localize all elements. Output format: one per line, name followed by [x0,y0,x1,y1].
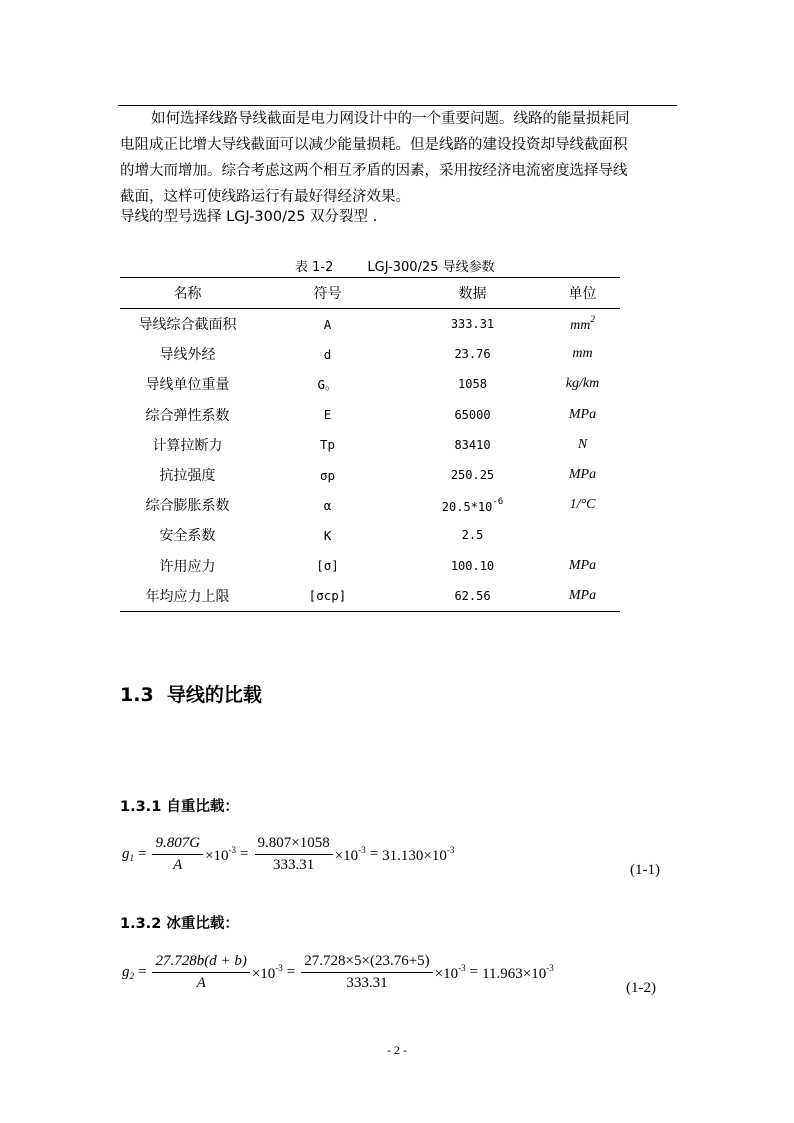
table-caption-title: LGJ-300/25 导线参数 [367,260,495,275]
table-caption-label: 表 1-2 [295,260,334,275]
cell-value: 1058 [458,377,487,392]
intro-line: 的增大而增加。综合考虑这两个相互矛盾的因素，采用按经济电流密度选择导线 [120,163,628,179]
cell-symbol: A [323,316,332,332]
table-row [120,520,620,550]
table-row [120,400,620,430]
cell-value: 250.25 [450,468,495,483]
cell-symbol: [σ] [316,558,339,574]
cell-value: 65000 [454,407,491,422]
cell-name: 抗拉强度 [159,468,216,485]
intro-line: 如何选择线路导线截面是电力网设计中的一个重要问题。线路的能量损耗同 [151,111,630,127]
cell-value: 83410 [454,437,491,452]
cell-value: 23.76 [454,347,491,362]
equation-lhs: $g_1$ [122,846,134,863]
table-row [120,551,620,581]
equation-number: (1-1) [630,862,660,878]
column-header-name: 名称 [173,286,202,302]
equation-fraction: $\frac{27.728\times 5\times(23.76+5)}{333.31}$ [301,953,432,992]
cell-symbol: [σcp] [308,588,347,604]
cell-symbol: G。 [317,377,338,393]
intro-line: 电阻成正比增大导线截面可以减少能量损耗。但是线路的建设投资却导线截面积 [120,137,628,153]
table-row [120,581,620,612]
cell-value: $20.5*10^{-6}$ [441,496,504,514]
cell-symbol: K [323,527,332,543]
intro-line: 截面，这样可使线路运行有最好得经济效果。 [120,189,410,205]
column-header-value: 数据 [458,286,487,302]
cell-unit: kg/km [565,376,600,392]
cell-name: 导线外经 [159,347,216,364]
cell-name: 安全系数 [159,528,216,545]
table-row [120,309,620,340]
cell-name: 年均应力上限 [145,588,230,605]
equation-ice-weight: $g_2$ = $\frac{27.728b(d + b)}{A}$ $\times 10^{-3}$ = $\frac{27.728\times 5\times(23.76+5)}{333.31}$ $\times 10^{-3}$ = $11.963\times 10^{-3}$ [122,953,554,991]
section-title: 导线的比载 [166,684,262,706]
table-header-row [120,278,620,309]
cell-unit: $mm^2$ [570,314,595,334]
cell-unit: MPa [568,587,597,603]
cell-symbol: E [323,407,332,423]
cell-value: 333.31 [450,317,495,332]
intro-paragraph [120,106,680,210]
table-row [120,490,620,520]
cell-symbol: α [323,497,332,513]
cell-unit: 1/°C [569,497,596,513]
table-row [120,369,620,399]
cell-unit: MPa [568,557,597,573]
conductor-selection: 导线的型号选择 LGJ-300/25 双分裂型 . [120,209,378,225]
cell-symbol: Tp [319,437,336,453]
cell-name: 导线综合截面积 [138,317,237,334]
cell-value: 2.5 [461,528,484,543]
table-row [120,460,620,490]
column-header-unit: 单位 [568,286,597,302]
cell-symbol: σp [319,467,336,483]
cell-unit: mm [572,346,593,362]
equation-fraction: $\frac{9.807\times 1058}{333.31}$ [255,835,333,874]
cell-symbol: d [323,346,332,362]
column-header-symbol: 符号 [313,286,342,302]
equation-self-weight: $g_1$ = $\frac{9.807G}{A}$ $\times 10^{-3}$ = $\frac{9.807\times 1058}{333.31}$ $\times 10^{-3}$ = $31.130\times 10^{-3}$ [122,835,455,873]
equation-lhs: $g_2$ [122,964,134,981]
conductor-parameter-table [120,277,620,612]
page-number: - 2 - [387,1043,407,1057]
cell-name: 计算拉断力 [152,437,223,454]
cell-unit: MPa [568,467,597,483]
section-number: 1.3 [120,684,154,706]
subsection-heading: 1.3.1 自重比载： [120,799,239,815]
table-body [120,309,620,612]
cell-name: 综合膨胀系数 [145,498,230,515]
cell-value: 62.56 [454,588,491,603]
subsection-heading: 1.3.2 冰重比载： [120,916,239,932]
cell-unit: N [577,436,588,452]
cell-unit: MPa [568,406,597,422]
cell-value: 100.10 [450,558,495,573]
table-row [120,430,620,460]
cell-unit [545,520,620,550]
section-heading [120,680,262,707]
table-row [120,339,620,369]
cell-name: 导线单位重量 [145,377,230,394]
equation-number: (1-2) [626,980,656,996]
cell-name: 综合弹性系数 [145,407,230,424]
table-caption [295,256,495,275]
equation-fraction: $\frac{9.807G}{A}$ [152,835,203,874]
equation-fraction: $\frac{27.728b(d + b)}{A}$ [152,953,249,992]
cell-name: 许用应力 [159,558,216,575]
